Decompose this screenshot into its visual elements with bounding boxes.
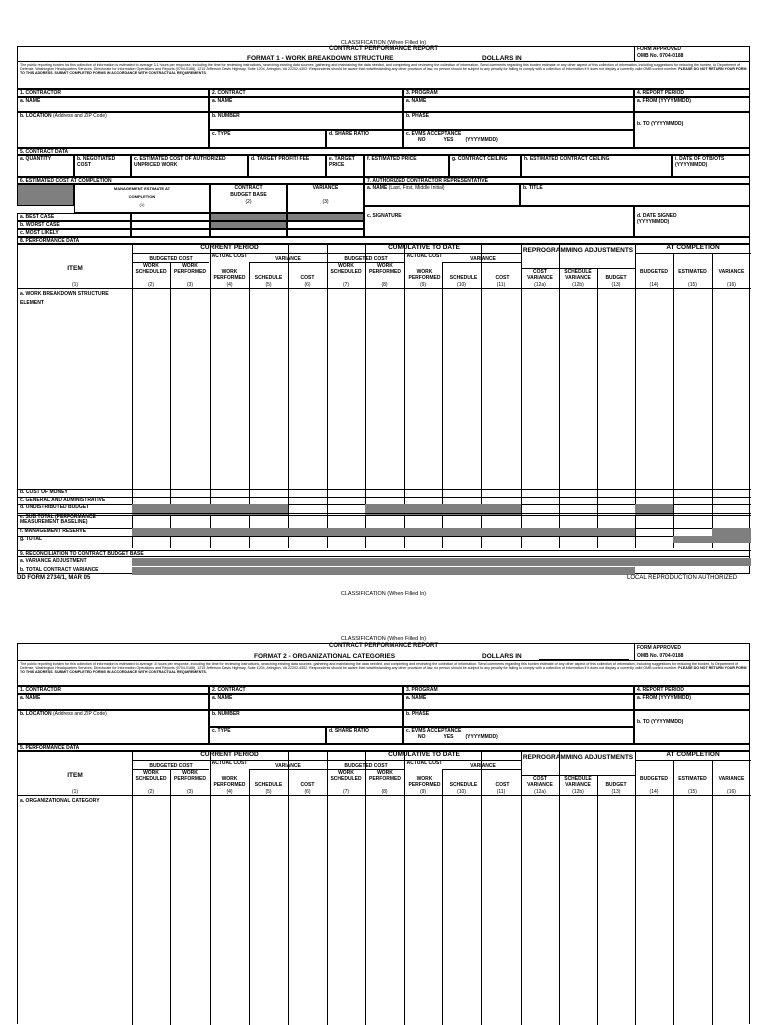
- cbb-header: CONTRACT BUDGET BASE (2): [210, 184, 287, 213]
- contract-type-field[interactable]: c. TYPE: [209, 130, 326, 148]
- col-number: (12a): [534, 789, 546, 795]
- header-line: [635, 253, 751, 254]
- cumulative-work-performed-actual-header: WORK PERFORMED: [408, 776, 441, 788]
- program-label: 3. PROGRAM: [403, 89, 634, 97]
- total-contract-variance-label[interactable]: b. TOTAL CONTRACT VARIANCE: [20, 567, 99, 573]
- col-number: (3): [186, 789, 194, 795]
- local-reproduction: LOCAL REPRODUCTION AUTHORIZED: [627, 575, 738, 581]
- gray-block: [132, 528, 635, 536]
- dd-form-number: DD FORM 2734/1, MAR 05: [17, 575, 91, 581]
- col-number: (10): [457, 789, 466, 795]
- col-number: (6): [304, 282, 311, 288]
- header-bottom-line: [18, 288, 751, 289]
- col-divider: [249, 769, 250, 1025]
- col-divider: [597, 268, 598, 548]
- most-likely-cbb[interactable]: [210, 229, 287, 237]
- col-divider: [597, 775, 598, 1025]
- row-line: [18, 513, 751, 514]
- cumulative-work-performed-header: WORK PERFORMED: [369, 770, 401, 782]
- col-number: (8): [381, 282, 388, 288]
- budget-header: BUDGET: [605, 275, 627, 281]
- budgeted-header: BUDGETED: [639, 269, 669, 275]
- rep-name-field[interactable]: a. NAME (Last, First, Middle Initial): [364, 184, 520, 206]
- col-number: (8): [381, 789, 388, 795]
- contractor-label: 1. CONTRACTOR: [17, 89, 209, 97]
- col-number: (2): [147, 789, 155, 795]
- col-number: (9): [419, 789, 427, 795]
- current-schedule-header: SCHEDULE: [254, 275, 283, 281]
- header-line: [249, 262, 327, 263]
- report-to-field-2[interactable]: b. TO (YYYYMMDD): [634, 710, 750, 744]
- col-divider: [288, 245, 289, 548]
- form-1: [17, 38, 750, 597]
- summary-row-label[interactable]: g. TOTAL: [20, 536, 43, 542]
- classification-top: CLASSIFICATION (When Filled In): [340, 40, 427, 46]
- cd-quantity[interactable]: a. QUANTITY: [17, 155, 74, 177]
- cd-estimated-price[interactable]: f. ESTIMATED PRICE: [364, 155, 449, 177]
- rep-signature-field[interactable]: c. SIGNATURE: [364, 206, 634, 237]
- col-number: (12a): [534, 282, 546, 288]
- contract-type-field-2[interactable]: c. TYPE: [209, 727, 326, 744]
- perf-table-1: [17, 244, 750, 574]
- cd-estimated-cost[interactable]: c. ESTIMATED COST OF AUTHORIZED UNPRICED WORK: [131, 155, 248, 177]
- current-actual-cost-header: ACTUAL COST: [211, 760, 248, 766]
- report-title-2: CONTRACT PERFORMANCE REPORT: [329, 643, 438, 649]
- cost-variance-header: COST VARIANCE: [527, 776, 553, 788]
- item-header: ITEM: [67, 772, 83, 779]
- cd-date-otb[interactable]: i. DATE OF OTB/OTS (YYYYMMDD): [672, 155, 750, 177]
- cumulative-actual-cost-header: ACTUAL COST: [406, 760, 443, 766]
- current-variance-header: VARIANCE: [275, 256, 301, 262]
- header-line: [132, 760, 521, 761]
- reprogramming-header: REPROGRAMMING ADJUSTMENTS: [522, 247, 634, 254]
- contract-data-label: 5. CONTRACT DATA: [17, 148, 750, 155]
- gray-block: [712, 528, 751, 536]
- header-line: [442, 262, 521, 263]
- col-number: (16): [727, 789, 736, 795]
- at-completion-header: AT COMPLETION: [666, 244, 720, 251]
- first-row-label: a. ORGANIZATIONAL CATEGORY: [20, 798, 100, 804]
- est-gray-block: [17, 184, 74, 206]
- current-work-performed-header: WORK PERFORMED: [174, 770, 206, 782]
- header-line: [442, 769, 521, 770]
- rep-title-field[interactable]: b. TITLE: [520, 184, 750, 206]
- col-divider: [210, 245, 211, 548]
- cumulative-work-performed-actual-header: WORK PERFORMED: [408, 269, 441, 281]
- current-actual-cost-header: ACTUAL COST: [211, 253, 248, 259]
- summary-row-label[interactable]: b. COST OF MONEY: [20, 489, 68, 495]
- rep-date-signed-field[interactable]: d. DATE SIGNED (YYYYMMDD): [634, 206, 750, 237]
- estimated-header: ESTIMATED: [678, 776, 707, 782]
- evms-acceptance-field[interactable]: c. EVMS ACCEPTANCE NO YES (YYYYMMDD): [403, 130, 634, 148]
- group-divider: [327, 245, 328, 548]
- cd-target-profit[interactable]: d. TARGET PROFIT/ FEE: [248, 155, 326, 177]
- variance-ac-header: VARIANCE: [718, 776, 745, 782]
- first-row-label: a. WORK BREAKDOWN STRUCTURE ELEMENT: [20, 291, 109, 306]
- contract-number-field-2[interactable]: b. NUMBER: [209, 710, 403, 727]
- current-budgeted-cost-header: BUDGETED COST: [149, 763, 193, 769]
- col-number: (13): [611, 789, 621, 795]
- col-number: (11): [496, 789, 506, 795]
- summary-row-label[interactable]: c. GENERAL AND ADMINISTRATIVE: [20, 497, 106, 503]
- col-number: (14): [649, 789, 659, 795]
- contractor-name-field[interactable]: a. NAME: [17, 97, 209, 112]
- group-divider: [132, 245, 133, 548]
- contract-name-field[interactable]: a. NAME: [209, 97, 403, 112]
- burden-statement: The public reporting burden for this collection of information is estimated to average 3.1 hours per response, including the time for reviewing instructions, searching existing data sources, gathering and maintaining the data needed, and completing and reviewing the collection of information. Send comments regarding this burden estimate or any other aspect of this collection of information, including suggestions for reducing the burden, to Department of Defense, Washington Headquarters Services, Directorate for Information Operations and Reports (0704-0188), 1215 Jefferson Davis Highway, Suite 1204, Arlington, VA 22202-4302. Respondents should be aware that notwithstanding any other provision of law, no person should be subject to any penalty for failing to comply with a collection of information if it does not display a currently valid OMB control number. PLEASE DO NOT RETURN YOUR FORM TO THIS ADDRESS. SUBMIT COMPLETED FORMS IN ACCORDANCE WITH CONTRACTUAL REQUIREMENTS.: [17, 62, 750, 89]
- col-divider: [170, 769, 171, 1025]
- budgeted-header: BUDGETED: [639, 776, 669, 782]
- col-number: (4): [226, 789, 233, 795]
- col-number: (11): [496, 282, 506, 288]
- report-period-label-2: 4. REPORT PERIOD: [634, 686, 750, 694]
- worst-case-mgmt[interactable]: [131, 221, 210, 229]
- auth-rep-label: 7. AUTHORIZED CONTRACTOR REPRESENTATIVE: [364, 177, 750, 184]
- col-number: (5): [265, 789, 272, 795]
- share-ratio-field[interactable]: d. SHARE RATIO: [326, 130, 403, 148]
- estimated-header: ESTIMATED: [678, 269, 707, 275]
- contractor-name-field-2[interactable]: a. NAME: [17, 694, 209, 710]
- current-cost-header: COST: [300, 275, 315, 281]
- cumulative-header: CUMULATIVE TO DATE: [388, 244, 460, 251]
- best-case-row[interactable]: a. BEST CASE: [17, 213, 131, 221]
- evms-acceptance-field-2[interactable]: c. EVMS ACCEPTANCE NO YES (YYYYMMDD): [403, 727, 634, 744]
- current-work-performed-header: WORK PERFORMED: [174, 263, 206, 275]
- contract-label-2: 2. CONTRACT: [209, 686, 403, 694]
- current-variance-header: VARIANCE: [275, 763, 301, 769]
- perf-table-2: [17, 751, 750, 1024]
- recon-label: 9. RECONCILIATION TO CONTRACT BUDGET BASE: [17, 550, 750, 557]
- schedule-variance-header: SCHEDULE VARIANCE: [564, 776, 592, 788]
- variance-ac-header: VARIANCE: [718, 269, 745, 275]
- header-line: [249, 769, 327, 770]
- est-cost-completion-label: 6. ESTIMATED COST AT COMPLETION: [17, 177, 364, 184]
- group-divider: [521, 245, 522, 548]
- program-name-field-2[interactable]: a. NAME: [403, 694, 634, 710]
- contractor-label-2: 1. CONTRACTOR: [17, 686, 209, 694]
- current-work-scheduled-header: WORK SCHEDULED: [135, 263, 167, 275]
- program-phase-field-2[interactable]: b. PHASE: [403, 710, 634, 727]
- col-number: (12b): [572, 789, 584, 795]
- current-period-header: CURRENT PERIOD: [200, 751, 259, 758]
- contract-label: 2. CONTRACT: [209, 89, 403, 97]
- most-likely-row[interactable]: c. MOST LIKELY: [17, 229, 131, 237]
- cumulative-budgeted-cost-header: BUDGETED COST: [344, 763, 388, 769]
- at-completion-header: AT COMPLETION: [666, 751, 720, 758]
- worst-case-var[interactable]: [287, 221, 364, 229]
- col-number: (9): [419, 282, 427, 288]
- col-divider: [365, 245, 366, 548]
- col-divider: [673, 761, 674, 1025]
- variance-adjustment-label[interactable]: a. VARIANCE ADJUSTMENT: [20, 558, 87, 564]
- cumulative-work-scheduled-header: WORK SCHEDULED: [330, 770, 362, 782]
- program-name-field[interactable]: a. NAME: [403, 97, 634, 112]
- burden-statement-2: The public reporting burden for this collection of information is estimated to average .6 hours per response, including the time for reviewing instructions, searching existing data sources, gathering and maintaining the data needed, and completing and reviewing the collection of information. Send comments regarding this burden estimate or any other aspect of this collection of information, including suggestions for reducing the burden, to Department of Defense, Washington Headquarters Services, Directorate for Information Operations and Reports (0704-0188), 1215 Jefferson Davis Highway, Suite 1204, Arlington, VA 22202-4302. Respondents should be aware that notwithstanding any other provision of law, no person should be subject to any penalty for failing to comply with a collection of information if it does not display a currently valid OMB control number. PLEASE DO NOT RETURN YOUR FORM TO THIS ADDRESS. SUBMIT COMPLETED FORMS IN ACCORDANCE WITH CONTRACTUAL REQUIREMENTS.: [17, 661, 750, 686]
- col-number: (12b): [572, 282, 584, 288]
- col-divider: [712, 761, 713, 1025]
- worst-case-row[interactable]: b. WORST CASE: [17, 221, 131, 229]
- program-phase-field[interactable]: b. PHASE: [403, 112, 634, 130]
- form-approved: FORM APPROVED OMB No. 0704-0188: [634, 46, 750, 62]
- summary-row-label[interactable]: f. MANAGEMENT RESERVE: [20, 528, 87, 534]
- best-case-cbb: [210, 213, 287, 221]
- cumulative-variance-header: VARIANCE: [470, 763, 496, 769]
- perf-data-label: 8. PERFORMANCE DATA: [17, 237, 750, 244]
- header-line: [132, 253, 521, 254]
- col-number: (14): [649, 282, 659, 288]
- col-number: (5): [265, 282, 272, 288]
- cumulative-header: CUMULATIVE TO DATE: [388, 751, 460, 758]
- cd-negotiated-cost[interactable]: b. NEGOTIATED COST: [74, 155, 131, 177]
- format-title-2: FORMAT 2 - ORGANIZATIONAL CATEGORIES: [254, 653, 396, 660]
- report-title: CONTRACT PERFORMANCE REPORT: [329, 46, 438, 52]
- col-number: (3): [186, 282, 194, 288]
- header-line: [635, 760, 751, 761]
- current-period-header: CURRENT PERIOD: [200, 244, 259, 251]
- cd-contract-ceiling[interactable]: g. CONTRACT CEILING: [449, 155, 521, 177]
- worst-case-cbb: [210, 221, 287, 229]
- current-schedule-header: SCHEDULE: [254, 782, 283, 788]
- col-number: (13): [611, 282, 621, 288]
- report-from-field-2[interactable]: a. FROM (YYYYMMDD): [634, 694, 750, 710]
- cumulative-schedule-header: SCHEDULE: [449, 275, 478, 281]
- current-work-scheduled-header: WORK SCHEDULED: [135, 770, 167, 782]
- summary-row-label[interactable]: d. UNDISTRIBUTED BUDGET: [20, 504, 90, 510]
- cumulative-cost-header: COST: [495, 782, 510, 788]
- cd-target-price[interactable]: e. TARGET PRICE: [326, 155, 364, 177]
- cumulative-variance-header: VARIANCE: [470, 256, 496, 262]
- report-to-field[interactable]: b. TO (YYYYMMDD): [634, 112, 750, 148]
- current-work-performed-actual-header: WORK PERFORMED: [213, 776, 246, 788]
- contract-number-field[interactable]: b. NUMBER: [209, 112, 403, 130]
- share-ratio-field-2[interactable]: d. SHARE RATIO: [326, 727, 403, 744]
- cost-variance-header: COST VARIANCE: [527, 269, 553, 281]
- format-title: FORMAT 1 - WORK BREAKDOWN STRUCTURE: [247, 55, 394, 62]
- perf-data-label-2: 5. PERFORMANCE DATA: [17, 744, 750, 751]
- col-number: (16): [727, 282, 736, 288]
- report-from-field[interactable]: a. FROM (YYYYMMDD): [634, 97, 750, 112]
- mgmt-estimate-header: MANAGEMENT ESTIMATE AT COMPLETION (1): [74, 184, 210, 213]
- col-number: (7): [342, 789, 350, 795]
- summary-row-label[interactable]: e. SUB TOTAL (PERFORMANCE MEASUREMENT BASELINE): [20, 514, 96, 525]
- most-likely-mgmt[interactable]: [131, 229, 210, 237]
- col-number: (7): [342, 282, 350, 288]
- cumulative-schedule-header: SCHEDULE: [449, 782, 478, 788]
- dollars-in-field-2[interactable]: [539, 659, 629, 660]
- gray-block: [132, 567, 635, 575]
- item-number: (1): [71, 789, 79, 795]
- cd-estimated-ceiling[interactable]: h. ESTIMATED CONTRACT CEILING: [521, 155, 672, 177]
- col-number: (4): [226, 282, 233, 288]
- classification-top-2: CLASSIFICATION (When Filled In): [340, 636, 427, 642]
- cumulative-work-scheduled-header: WORK SCHEDULED: [330, 263, 362, 275]
- cumulative-work-performed-header: WORK PERFORMED: [369, 263, 401, 275]
- col-number: (10): [457, 282, 466, 288]
- report-period-label: 4. REPORT PERIOD: [634, 89, 750, 97]
- best-case-var: [287, 213, 364, 221]
- item-number: (1): [71, 282, 79, 288]
- current-work-performed-actual-header: WORK PERFORMED: [213, 269, 246, 281]
- reprogramming-header: REPROGRAMMING ADJUSTMENTS: [522, 754, 634, 761]
- contract-name-field-2[interactable]: a. NAME: [209, 694, 403, 710]
- col-divider: [481, 245, 482, 548]
- contractor-location-field-2[interactable]: b. LOCATION (Address and ZIP Code): [17, 710, 209, 744]
- dollars-in-label-2: DOLLARS IN: [482, 653, 522, 660]
- form-approved-2: FORM APPROVED OMB No. 0704-0188: [634, 643, 750, 661]
- dollars-in-label: DOLLARS IN: [482, 55, 522, 62]
- cumulative-actual-cost-header: ACTUAL COST: [406, 253, 443, 259]
- col-divider: [404, 245, 405, 548]
- current-cost-header: COST: [300, 782, 315, 788]
- variance-header: VARIANCE (3): [287, 184, 364, 213]
- col-divider: [442, 769, 443, 1025]
- classification-bottom: CLASSIFICATION (When Filled In): [340, 591, 427, 597]
- col-number: (6): [304, 789, 311, 795]
- current-budgeted-cost-header: BUDGETED COST: [149, 256, 193, 262]
- col-number: (2): [147, 282, 155, 288]
- gray-block: [673, 536, 751, 543]
- gray-block: [132, 558, 751, 566]
- cumulative-budgeted-cost-header: BUDGETED COST: [344, 256, 388, 262]
- header-bottom-line: [18, 795, 751, 796]
- schedule-variance-header: SCHEDULE VARIANCE: [564, 269, 592, 281]
- item-header: ITEM: [67, 265, 83, 272]
- col-divider: [559, 245, 560, 548]
- best-case-mgmt[interactable]: [131, 213, 210, 221]
- form-2: [17, 636, 750, 1024]
- cumulative-cost-header: COST: [495, 275, 510, 281]
- col-number: (15): [688, 789, 697, 795]
- group-divider: [635, 245, 636, 548]
- program-label-2: 3. PROGRAM: [403, 686, 634, 694]
- col-number: (15): [688, 282, 697, 288]
- most-likely-var[interactable]: [287, 229, 364, 237]
- budget-header: BUDGET: [605, 782, 627, 788]
- contractor-location-field[interactable]: b. LOCATION (Address and ZIP Code): [17, 112, 209, 148]
